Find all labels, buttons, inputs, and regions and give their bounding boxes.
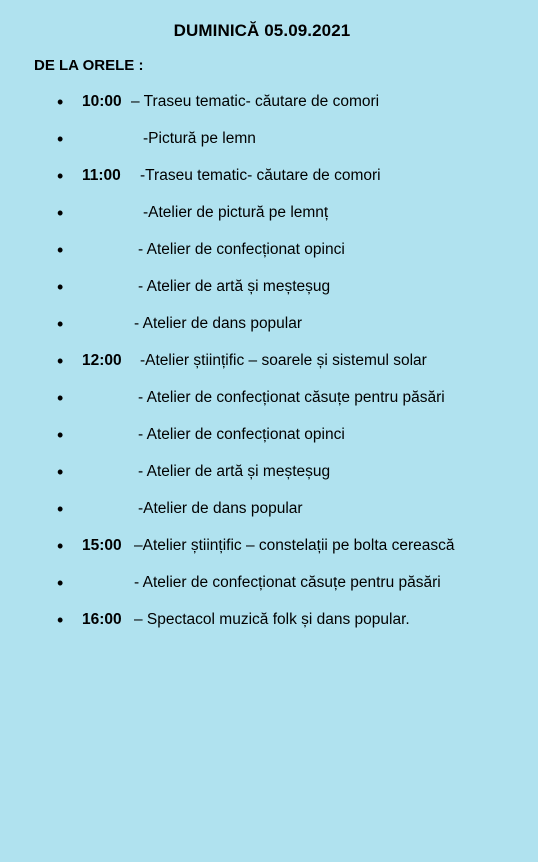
- schedule-activity: -Atelier de pictură pe lemnț: [143, 204, 329, 221]
- bullet-icon: •: [57, 240, 64, 260]
- schedule-activity: - Atelier de confecționat căsuțe pentru păsări: [138, 389, 445, 406]
- bullet-icon: •: [57, 277, 64, 297]
- list-item: [0, 239, 538, 276]
- schedule-activity: –Atelier științific – constelații pe bolta cerească: [134, 537, 455, 554]
- bullet-icon: •: [57, 92, 64, 112]
- schedule-time: 15:00: [82, 537, 122, 554]
- schedule-activity: - Atelier de confecționat căsuțe pentru păsări: [134, 574, 441, 591]
- list-item: [0, 572, 538, 609]
- bullet-icon: •: [57, 573, 64, 593]
- list-item: [0, 128, 538, 165]
- schedule-activity: -Traseu tematic- căutare de comori: [140, 167, 381, 184]
- schedule-activity: -Atelier de dans popular: [138, 500, 303, 517]
- bullet-icon: •: [57, 203, 64, 223]
- bullet-icon: •: [57, 129, 64, 149]
- bullet-icon: •: [57, 425, 64, 445]
- list-item: [0, 91, 538, 128]
- schedule-activity: -Atelier științific – soarele și sistemul solar: [140, 352, 427, 369]
- schedule-activity: -Pictură pe lemn: [143, 130, 256, 147]
- schedule-time: 16:00: [82, 611, 122, 628]
- bullet-icon: •: [57, 536, 64, 556]
- bullet-icon: •: [57, 499, 64, 519]
- schedule-time: 12:00: [82, 352, 122, 369]
- list-item: [0, 609, 538, 646]
- schedule-activity: - Atelier de artă și meșteșug: [138, 463, 331, 480]
- list-item: [0, 350, 538, 387]
- list-item: [0, 498, 538, 535]
- list-item: [0, 202, 538, 239]
- schedule-activity: - Atelier de confecționat opinci: [138, 426, 345, 443]
- schedule-activity: – Traseu tematic- căutare de comori: [131, 93, 380, 110]
- list-item: [0, 313, 538, 350]
- schedule-activity: - Atelier de artă și meșteșug: [138, 278, 331, 295]
- list-item: [0, 535, 538, 572]
- bullet-icon: •: [57, 462, 64, 482]
- schedule-activity: - Atelier de confecționat opinci: [138, 241, 345, 258]
- bullet-icon: •: [57, 610, 64, 630]
- schedule-subtitle: DE LA ORELE :: [34, 57, 144, 74]
- schedule-time: 10:00: [82, 93, 122, 110]
- schedule-list: [0, 91, 538, 646]
- schedule-activity: - Atelier de dans popular: [134, 315, 303, 332]
- list-item: [0, 276, 538, 313]
- bullet-icon: •: [57, 314, 64, 334]
- list-item: [0, 387, 538, 424]
- list-item: [0, 165, 538, 202]
- list-item: [0, 461, 538, 498]
- page-title: DUMINICĂ 05.09.2021: [173, 21, 351, 40]
- list-item: [0, 424, 538, 461]
- bullet-icon: •: [57, 166, 64, 186]
- schedule-activity: – Spectacol muzică folk și dans popular.: [134, 611, 410, 628]
- bullet-icon: •: [57, 351, 64, 371]
- schedule-time: 11:00: [82, 167, 121, 184]
- bullet-icon: •: [57, 388, 64, 408]
